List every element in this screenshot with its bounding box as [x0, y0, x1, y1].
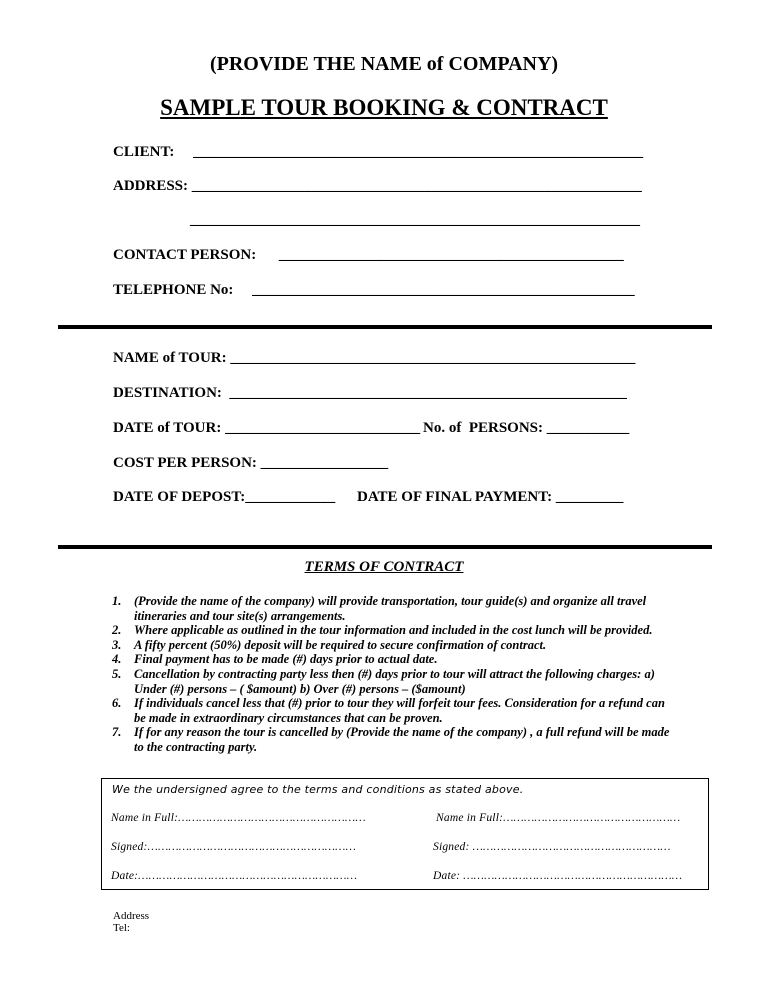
section-divider: [58, 325, 712, 329]
client-field[interactable]: CLIENT: ____________________________________________________________: [113, 144, 644, 160]
list-item: 3. A fifty percent (50%) deposit will be required to secure confirmation of contract.: [112, 637, 547, 652]
address-field[interactable]: ADDRESS: ____________________________________________________________: [113, 178, 642, 194]
terms-list: [112, 594, 672, 755]
persons-count-field[interactable]: No. of PERSONS: ___________: [423, 420, 630, 436]
telephone-field[interactable]: TELEPHONE No: ___________________________________________________: [113, 282, 635, 298]
right-date-field[interactable]: Date: ………………………………………………………: [433, 870, 683, 882]
list-item: 6. If individuals cancel less that (#) prior to tour they will forfeit tour fees. Consideration for a refund can be made in extraordinary circumstances that can be proven.: [112, 696, 665, 725]
left-date-field[interactable]: Date:………………………………………………………: [111, 870, 358, 882]
list-item: 7. If for any reason the tour is cancelled by (Provide the name of the company) , a full refund will be made to the contracting party.: [112, 725, 670, 754]
section-divider: [58, 545, 712, 549]
list-item: 4. Final payment has to be made (#) days prior to actual date.: [112, 652, 438, 667]
list-item: 5. Cancellation by contracting party less then (#) days prior to tour will attract the following charges: a) Under (#) persons – ( $amount) b) Over (#) persons – ($amount): [112, 666, 655, 696]
right-signed-field[interactable]: Signed: …………………………………………………: [433, 841, 671, 853]
right-name-field[interactable]: Name in Full:……………………………………………: [436, 812, 681, 824]
contact-person-field[interactable]: CONTACT PERSON: ______________________________________________: [113, 247, 624, 263]
company-name-placeholder: (PROVIDE THE NAME of COMPANY): [209, 53, 559, 75]
left-name-field[interactable]: Name in Full:………………………………………………: [111, 812, 366, 824]
signature-box: [101, 778, 709, 890]
footer-telephone: Tel:: [113, 922, 130, 934]
list-item: 2. Where applicable as outlined in the tour information and included in the cost lunch will be provided.: [112, 623, 653, 638]
address-line2-field[interactable]: ____________________________________________________________: [190, 212, 640, 228]
document-title: SAMPLE TOUR BOOKING & CONTRACT: [160, 95, 608, 120]
terms-heading: TERMS OF CONTRACT: [304, 559, 464, 575]
tour-name-field[interactable]: NAME of TOUR: ______________________________________________________: [113, 350, 636, 366]
destination-field[interactable]: DESTINATION: _____________________________________________________: [113, 385, 627, 401]
deposit-date-field[interactable]: DATE OF DEPOST:____________: [113, 489, 336, 505]
agreement-statement: We the undersigned agree to the terms and conditions as stated above.: [112, 783, 524, 796]
list-item: 1. (Provide the name of the company) will provide transportation, tour guide(s) and organize all travel itineraries and tour site(s) arrangements.: [112, 594, 647, 623]
cost-per-person-field[interactable]: COST PER PERSON: _________________: [113, 455, 389, 471]
footer-address: Address: [113, 910, 150, 922]
final-payment-date-field[interactable]: DATE OF FINAL PAYMENT: _________: [357, 489, 624, 505]
left-signed-field[interactable]: Signed:……………………………………………………: [111, 841, 357, 853]
date-of-tour-field[interactable]: DATE of TOUR: __________________________: [113, 420, 421, 436]
